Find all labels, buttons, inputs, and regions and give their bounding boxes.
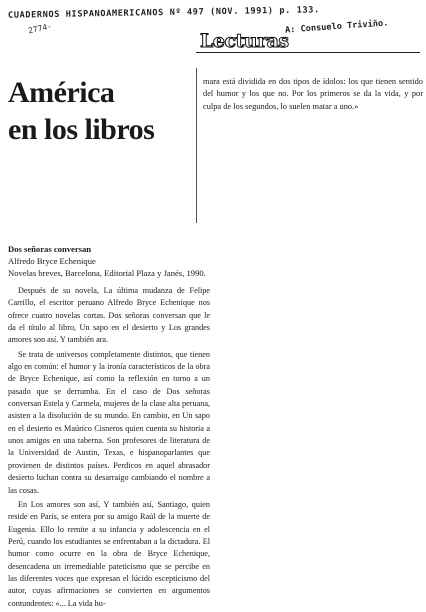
review-publication: Novelas breves, Barcelona, Editorial Plaza y Janés, 1990. <box>8 268 206 278</box>
handwritten-journal-note: CUADERNOS HISPANOAMERICANOS Nº 497 (NOV. 1991) p. 133. <box>7 5 320 21</box>
review-author: Alfredo Bryce Echenique <box>8 256 96 266</box>
column-divider <box>196 68 197 223</box>
title-line-1: América <box>8 76 115 109</box>
continued-text: mara está dividida en dos tipos de ídolos: los que tienen sentido del humor y los que no. Por los primeros se da la vida, y por culpa de los segundos, lo suelen matar a uno.» <box>203 77 423 111</box>
section-divider <box>196 52 420 53</box>
review-paragraph: Se trata de universos completamente distintos, que tienen algo en común: el humor y la ironía característicos de la obra de Bryce Echenique, así como la reflexión en torno a un pasado que se derrumba. En el caso de Dos señoras conversan Estela y Carmela, mujeres de la clase alta peruana, asisten a la disolución de su mundo. En cambio, en Un sapo en el desierto es Maúrico Cisneros quien cuenta su historia a unos amigos en una taberna. Son profesores de literatura de la Universidad de Austin, Texas, e hispanoparlantes que provienen de distintos países. Perdicos en aquel abrasador desierto luchan contra su desarraigo cambiando el nombre a las cosas. <box>8 349 210 495</box>
handwritten-reference-number: 2774- <box>27 21 53 36</box>
section-title: Lecturas <box>200 30 289 52</box>
review-paragraph: Después de su novela, La última mudanza de Felipe Carrillo, el escritor peruano Alfredo Bryce Echenique nos ofrece cuatro novelas cortas. Dos señoras conversan que le da el título al libro, Un sapo en el desierto y Los grandes amores son así. Y también ara. <box>8 286 210 345</box>
title-line-2: en los libros <box>8 113 155 146</box>
review-body <box>8 285 210 612</box>
handwritten-recipient-note: A: Consuelo Triviño. <box>284 18 389 36</box>
article-title <box>8 74 154 148</box>
review-paragraph: En Los amores son así, Y también así, Santiago, quien reside en París, se entera por su amigo Raúl de la muerte de Eugenia. Ello lo remite a su infancia y adolescencia en el Perú, cuando los estudiantes se enfrentaban a la dictadura. El humor como ocurre en la obra de Bryce Echenique, desencadena un irremediable pateticismo que se percibe en las diferentes voces que expresan el lúcido escepticismo del autor, cuyas afirmaciones se convierten en argumentos contundentes: «... La vida hu- <box>8 499 210 608</box>
review-heading: Dos señoras conversan <box>8 244 92 254</box>
